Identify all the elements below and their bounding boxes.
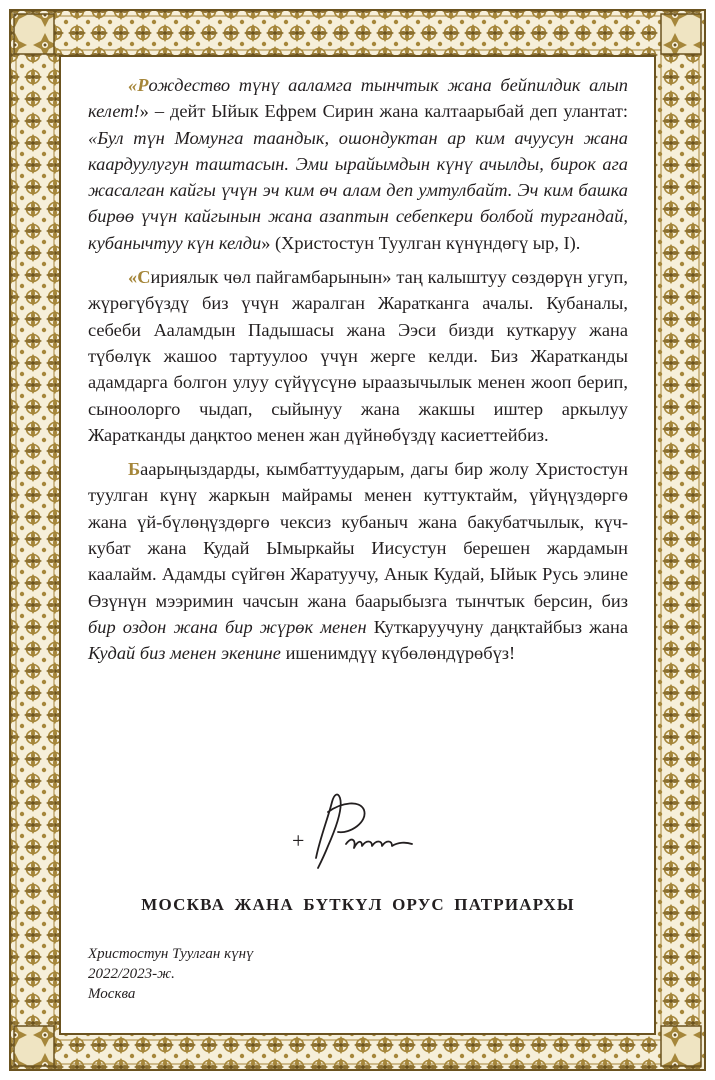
source-text: (Христостун Туулган күнүндөгү ыр, I). <box>270 232 581 253</box>
body-text: – дейт Ыйык Ефрем Сирин жана калтаарыбай деп улантат: <box>148 101 628 122</box>
footer-place: Москва <box>88 986 136 1002</box>
signature-cross: + <box>292 828 305 853</box>
quote-open: « <box>88 127 98 148</box>
quote-close: » <box>139 101 149 122</box>
signature <box>288 788 428 878</box>
italic-text: Кудай биз менен экенине <box>88 643 281 664</box>
body-text: ишенимдүү күбөлөндүрөбүз! <box>280 643 516 664</box>
italic-text: бир оздон жана бир жүрөк менен <box>88 616 367 637</box>
letter-body <box>88 72 628 675</box>
body-text: Куткаруучуну даңктайбыз жана <box>366 616 628 637</box>
body-text: аарыңыздарды, кымбаттуударым, дагы бир жолу Христостун туулган күнү жаркын майрамы менен куттуктайм, үйүңүздөргө жана үй-бүлөңүздөргө чексиз кубаныч жана бакубатчылык, күч-кубат жана Кудай Ымыркайы Иисустун берешен жардамын каалайм. Адамды сүйгөн Жаратуучу, Анык Кудай, Ыйык Русь элине Өзүнүн мээримин чачсын жана баарыбызга тынчтык берсин, биз <box>88 459 628 611</box>
date-place-block <box>88 944 254 1004</box>
signatory-title: МОСКВА ЖАНА БҮТКҮЛ ОРУС ПАТРИАРХЫ <box>141 895 575 914</box>
initial-letter: «С <box>128 267 151 288</box>
quote-text: Бул түн Момунга таандык, ошондуктан ар ким ачуусун жана каардуулугун таштасын. Эми ырайымдын күнү ачылды, бирок ага жасалган кайгы үчүн эч ким өч алам деп умтулбайт. Эч ким башка бирөө үчүн кайгынын жана азаптын себепкери болбой тургандай, кубанычтуу күн келди <box>88 127 628 253</box>
quote-close: » <box>261 232 271 253</box>
body-text: ириялык чөл пайгамбарынын» таң калыштуу сөздөрүн угуп, жүрөгүбүздү биз үчүн жаралган Жаратканга ачалы. Кубаналы, себеби Ааламдын Падышасы жана Ээси бизди куткаруу жана түбөлүк жашоо тартуулоо үчүн жерге келди. Биз Жаратканды адамдарга болгон улуу сүйүүсүнө ыраазычылык менен жооп берип, сыноолорго чыдап, сыйынуу жана жакшы иштер аркылуу Жаратканды даңктоо менен жан дүйнөбүздү касиеттейбиз. <box>88 267 628 445</box>
initial-letter: «Р <box>128 75 149 95</box>
paragraph-2 <box>88 264 628 448</box>
initial-letter: Б <box>128 459 141 480</box>
footer-date: 2022/2023-ж. <box>88 966 175 982</box>
paragraph-3 <box>88 456 628 666</box>
footer-occasion: Христостун Туулган күнү <box>88 946 254 962</box>
paragraph-1 <box>88 72 628 256</box>
quote-text: ождество түнү ааламга тынчтык жана бейпилдик алып келет! <box>88 75 628 122</box>
